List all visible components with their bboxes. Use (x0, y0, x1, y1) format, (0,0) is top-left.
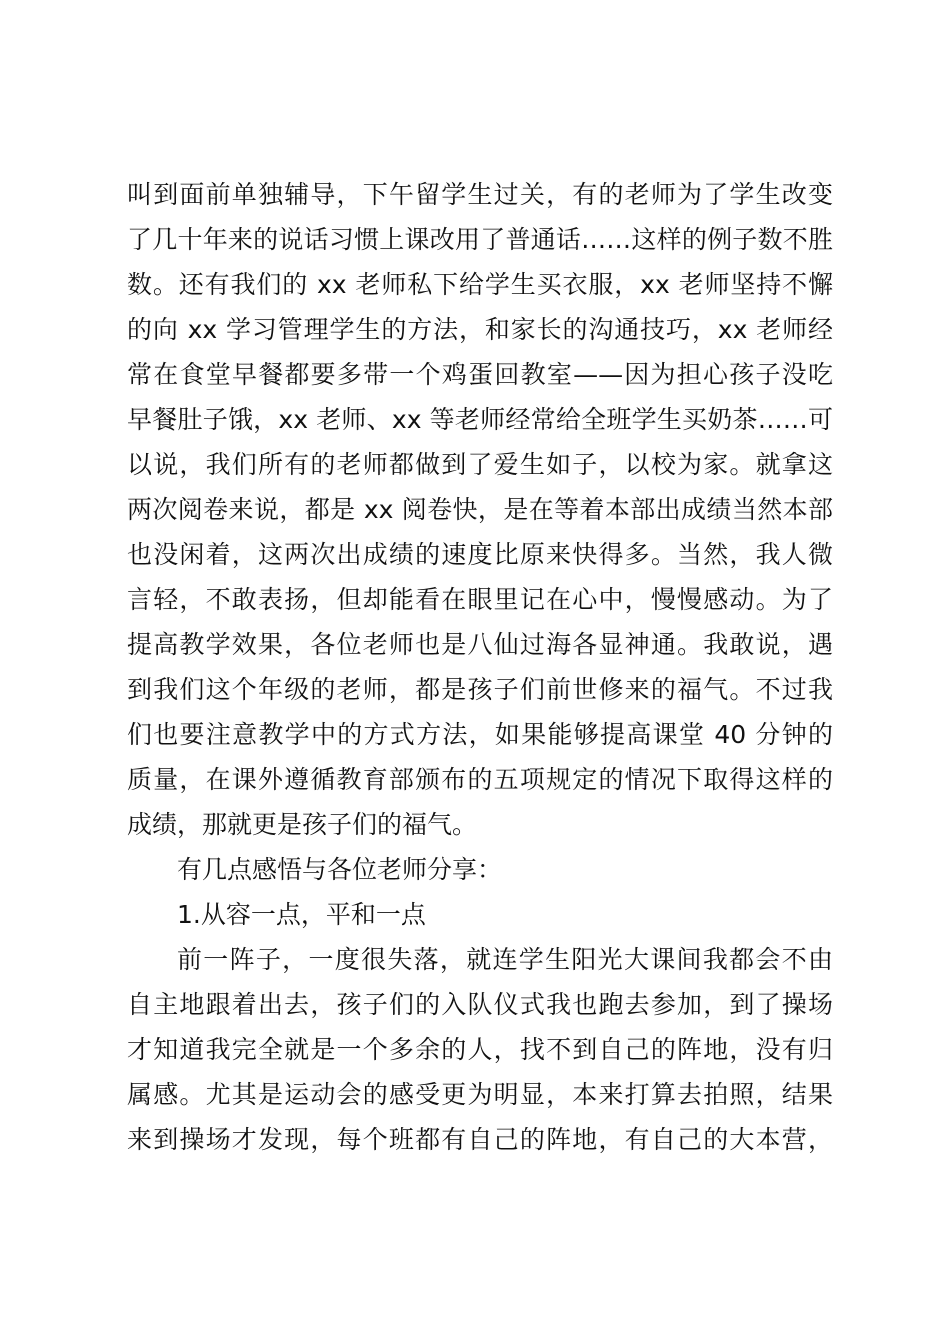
text-line: 提高教学效果，各位老师也是八仙过海各显神通。我敢说，遇 (127, 630, 833, 659)
text-line: 常在食堂早餐都要多带一个鸡蛋回教室——因为担心孩子没吃 (127, 360, 833, 389)
text-line: 的向 xx 学习管理学生的方法，和家长的沟通技巧，xx 老师经 (127, 315, 833, 344)
text-line: 属感。尤其是运动会的感受更为明显，本来打算去拍照，结果 (127, 1080, 833, 1109)
text-line: 也没闲着，这两次出成绩的速度比原来快得多。当然，我人微 (127, 540, 833, 569)
section-intro: 有几点感悟与各位老师分享： (177, 855, 503, 884)
section-heading: 1.从容一点，平和一点 (177, 900, 426, 929)
text-line: 才知道我完全就是一个多余的人，找不到自己的阵地，没有归 (127, 1035, 833, 1064)
text-line: 言轻，不敢表扬，但却能看在眼里记在心中，慢慢感动。为了 (127, 585, 833, 614)
text-line: 两次阅卷来说，都是 xx 阅卷快，是在等着本部出成绩当然本部 (127, 495, 833, 524)
text-line: 以说，我们所有的老师都做到了爱生如子，以校为家。就拿这 (127, 450, 833, 479)
text-line: 自主地跟着出去，孩子们的入队仪式我也跑去参加，到了操场 (127, 990, 833, 1019)
text-line: 们也要注意教学中的方式方法，如果能够提高课堂 40 分钟的 (127, 720, 833, 749)
document-body (127, 172, 833, 1162)
text-line: 到我们这个年级的老师，都是孩子们前世修来的福气。不过我 (127, 675, 833, 704)
text-line: 早餐肚子饿，xx 老师、xx 等老师经常给全班学生买奶茶……可 (127, 405, 833, 434)
text-line: 叫到面前单独辅导，下午留学生过关，有的老师为了学生改变 (127, 180, 833, 209)
text-line: 质量，在课外遵循教育部颁布的五项规定的情况下取得这样的 (127, 765, 833, 794)
paragraph-end-line: 成绩，那就更是孩子们的福气。 (127, 810, 478, 839)
text-line: 来到操场才发现，每个班都有自己的阵地，有自己的大本营， (127, 1125, 833, 1154)
paragraph-start-line: 前一阵子，一度很失落，就连学生阳光大课间我都会不由 (177, 945, 833, 974)
text-line: 了几十年来的说话习惯上课改用了普通话……这样的例子数不胜 (127, 225, 833, 254)
text-line: 数。还有我们的 xx 老师私下给学生买衣服，xx 老师坚持不懈 (127, 270, 833, 299)
